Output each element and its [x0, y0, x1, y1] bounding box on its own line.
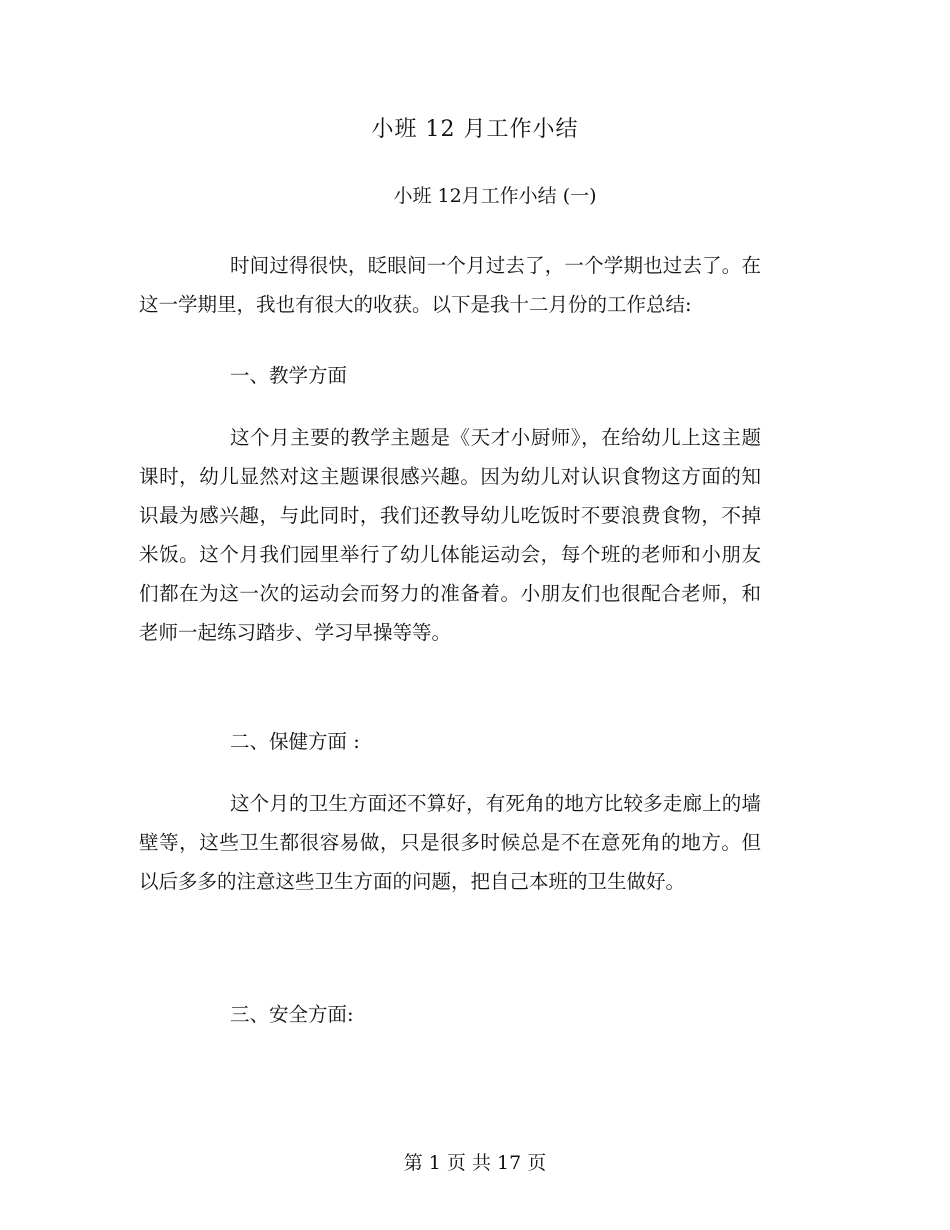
- page-footer: 第 1 页 共 17 页: [403, 1152, 547, 1174]
- section1-body-block: [139, 418, 761, 652]
- section2-body-block: [139, 784, 761, 901]
- document-subtitle: 小班 12月工作小结 (一): [393, 185, 597, 207]
- section2-heading-block: [139, 722, 761, 761]
- section3-heading: 三、安全方面:: [230, 1003, 354, 1026]
- section2-paragraph: 这个月的卫生方面还不算好，有死角的地方比较多走廊上的墙壁等，这些卫生都很容易做，只是很多时候总是不在意死角的地方。但以后多多的注意这些卫生方面的问题，把自己本班的卫生做好。: [139, 792, 761, 893]
- section1-paragraph: 这个月主要的教学主题是《天才小厨师》，在给幼儿上这主题课时，幼儿显然对这主题课很感兴趣。因为幼儿对认识食物这方面的知识最为感兴趣，与此同时，我们还教导幼儿吃饭时不要浪费食物，不掉米饭。这个月我们园里举行了幼儿体能运动会，每个班的老师和小朋友们都在为这一次的运动会而努力的准备着。小朋友们也很配合老师，和老师一起练习踏步、学习早操等等。: [139, 426, 761, 644]
- section1-heading-block: [139, 356, 761, 395]
- intro-paragraph: 时间过得很快，眨眼间一个月过去了，一个学期也过去了。在这一学期里，我也有很大的收获。以下是我十二月份的工作总结:: [139, 254, 761, 316]
- section1-heading: 一、教学方面: [230, 364, 348, 387]
- section2-heading: 二、保健方面 :: [230, 730, 360, 753]
- section3-heading-block: [139, 995, 761, 1034]
- intro-paragraph-block: [139, 246, 761, 324]
- document-title: 小班 12 月工作小结: [371, 117, 579, 142]
